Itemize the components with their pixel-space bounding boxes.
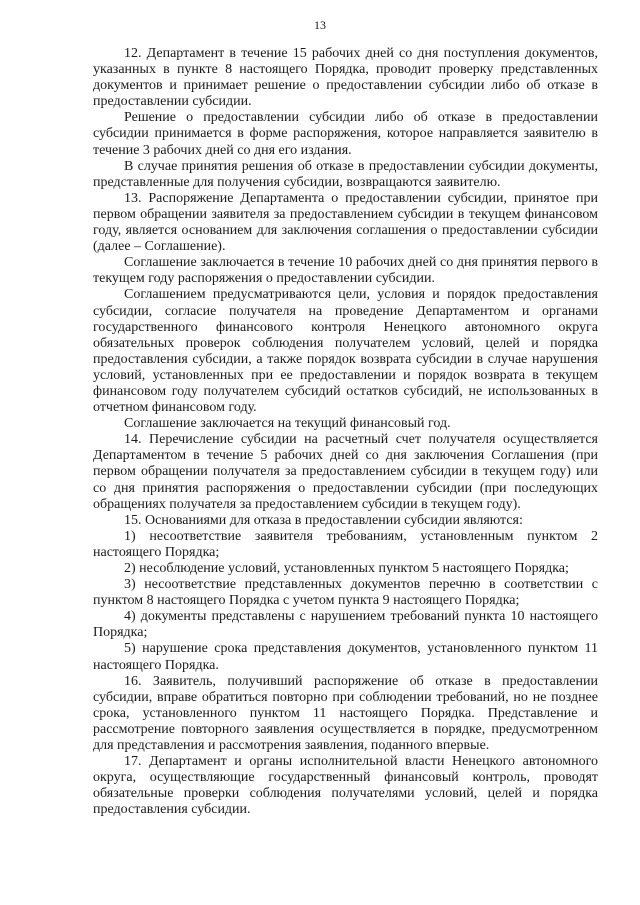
- paragraph-agreement-year: Соглашение заключается на текущий финансовый год.: [124, 416, 451, 432]
- list-item-2: 2) несоблюдение условий, установленных пунктом 5 настоящего Порядка;: [124, 561, 569, 576]
- paragraph-16: 16. Заявитель, получивший распоряжение об отказе в предоставлении субсидии, вправе обратиться повторно при соблюдении требований, но не позднее срока, установленного пунктом 11 настоящего Порядка. Представление и рассмотрение повторного заявления осуществляется в порядке, предусмотренном для представления и рассмотрения заявления, поданного впервые.: [93, 673, 598, 754]
- paragraph-agreement-content: Соглашением предусматриваются цели, условия и порядок предоставления субсидии, согласие получателя на проведение Департаментом и органами государственного финансового контроля Ненецкого автономного округа обязательных проверок соблюдения получателем условий, целей и порядка предоставления субсидии, а также порядок возврата субсидии в случае нарушения условий, установленных при ее предоставлении и порядок возврата в текущем финансовом году получателем субсидий остатков субсидий, не использованных в отчетном финансовом году.: [93, 287, 598, 416]
- paragraph-14: 14. Перечисление субсидии на расчетный счет получателя осуществляется Департаментом в течение 5 рабочих дней со дня заключения Соглашения (при первом обращении получателя за предоставлением субсидии в текущем году) или со дня принятия распоряжения о предоставлении субсидии (при последующих обращениях получателя за предоставлением субсидии в текущем году).: [93, 432, 598, 512]
- paragraph-refusal-return: В случае принятия решения об отказе в предоставлении субсидии документы, представленные для получения субсидии, возвращаются заявителю.: [93, 158, 598, 190]
- paragraph-agreement-term: Соглашение заключается в течение 10 рабочих дней со дня принятия первого в текущем году распоряжения о предоставлении субсидии.: [93, 255, 598, 287]
- page-number: 13: [314, 18, 326, 32]
- list-item-3: 3) несоответствие представленных документов перечню в соответствии с пунктом 8 настоящего Порядка с учетом пункта 9 настоящего Порядка;: [93, 577, 598, 609]
- paragraph-12: 12. Департамент в течение 15 рабочих дней со дня поступления документов, указанных в пункте 8 настоящего Порядка, проводит проверку представленных документов и принимает решение о предоставлении субсидии либо об отказе в предоставлении субсидии.: [93, 46, 598, 110]
- list-item-4: 4) документы представлены с нарушением требований пункта 10 настоящего Порядка;: [93, 609, 598, 641]
- document-body: [93, 46, 598, 819]
- paragraph-decision-form: Решение о предоставлении субсидии либо об отказе в предоставлении субсидии принимается в форме распоряжения, которое направляется заявителю в течение 3 рабочих дней со дня его издания.: [93, 110, 598, 158]
- list-item-1: 1) несоответствие заявителя требованиям, установленным пунктом 2 настоящего Порядка;: [93, 528, 598, 560]
- paragraph-13: 13. Распоряжение Департамента о предоставлении субсидии, принятое при первом обращении заявителя за предоставлением субсидии в текущем финансовом году, является основанием для заключения соглашения о предоставлении субсидии (далее – Соглашение).: [93, 190, 598, 255]
- list-item-5: 5) нарушение срока представления документов, установленного пунктом 11 настоящего Порядка.: [93, 641, 598, 673]
- paragraph-15: 15. Основаниями для отказа в предоставлении субсидии являются:: [124, 512, 523, 528]
- paragraph-17: 17. Департамент и органы исполнительной власти Ненецкого автономного округа, осуществляющие государственный финансовый контроль, проводят обязательные проверки соблюдения получателями условий, целей и порядка предоставления субсидии.: [93, 754, 598, 818]
